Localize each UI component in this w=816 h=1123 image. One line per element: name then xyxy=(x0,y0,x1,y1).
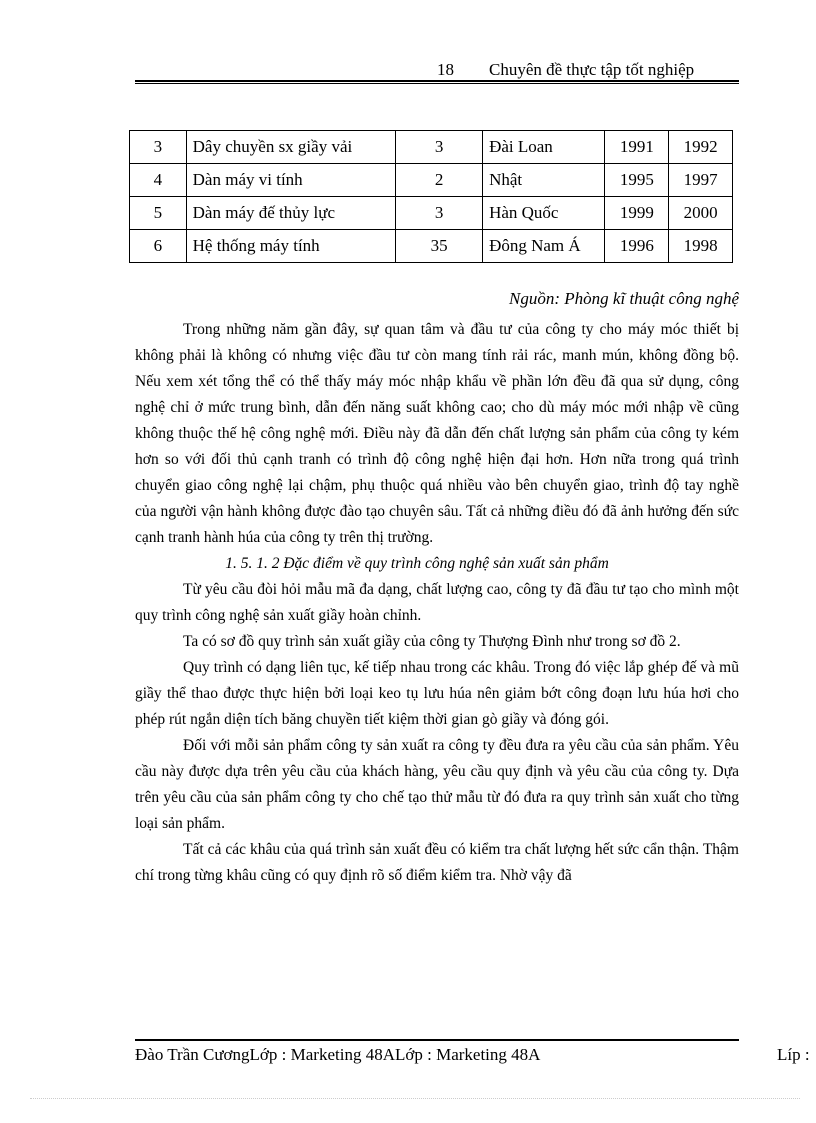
footer-author: Đào Trần CươngLớp : Marketing 48ALớp : Marketing 48A xyxy=(135,1045,541,1064)
table-cell-year-used: 2000 xyxy=(669,197,733,230)
table-cell-quantity: 3 xyxy=(396,197,483,230)
table-row xyxy=(130,131,733,164)
page-bottom-border xyxy=(30,1098,800,1099)
page-number: 18 xyxy=(437,60,454,79)
table-cell-year-made: 1991 xyxy=(605,131,669,164)
table-cell-origin: Hàn Quốc xyxy=(483,197,605,230)
table-cell-index: 5 xyxy=(130,197,187,230)
paragraph: Tất cả các khâu của quá trình sản xuất đều có kiểm tra chất lượng hết sức cẩn thận. Thậm chí trong từng khâu cũng có quy định rõ số điểm kiểm tra. Nhờ vậy đã xyxy=(135,841,739,884)
paragraph: Từ yêu cầu đòi hỏi mẫu mã đa dạng, chất lượng cao, công ty đã đầu tư tạo cho mình một quy trình công nghệ sản xuất giầy hoàn chỉnh. xyxy=(135,581,739,624)
table-cell-index: 6 xyxy=(130,230,187,263)
table-cell-quantity: 35 xyxy=(396,230,483,263)
table-cell-year-used: 1992 xyxy=(669,131,733,164)
table-row xyxy=(130,230,733,263)
table-cell-index: 4 xyxy=(130,164,187,197)
table-cell-quantity: 3 xyxy=(396,131,483,164)
paragraph: Quy trình có dạng liên tục, kế tiếp nhau trong các khâu. Trong đó việc lắp ghép đế và mũ giầy thể thao được thực hiện bởi loại keo tụ lưu húa nên giảm bớt công đoạn lưu húa hơi cho phép rút ngắn diện tích băng chuyền tiết kiệm thời gian gò giầy và đóng gói. xyxy=(135,659,739,728)
table-cell-index: 3 xyxy=(130,131,187,164)
document-title: Chuyên đề thực tập tốt nghiệp xyxy=(489,60,695,79)
table-cell-year-made: 1999 xyxy=(605,197,669,230)
body-text xyxy=(135,317,739,889)
paragraph: Trong những năm gần đây, sự quan tâm và đầu tư của công ty cho máy móc thiết bị không phải là không có nhưng việc đầu tư còn mang tính rải rác, manh mún, không đồng bộ. Nếu xem xét tổng thể có thể thấy máy móc nhập khẩu về phần lớn đều đã qua sử dụng, công nghệ chỉ ở mức trung bình, dẫn đến năng suất không cao; cho dù máy móc mới nhập về cũng không thuộc thế hệ công nghệ mới. Điều này đã dẫn đến chất lượng sản phẩm của công ty kém hơn so với đối thủ cạnh tranh có trình độ công nghệ hiện đại hơn. Hơn nữa trong quá trình chuyển giao công nghệ lại chậm, phụ thuộc quá nhiều vào bên chuyển giao, trình độ tay nghề của người vận hành không được đào tạo chuyên sâu. Tất cả những điều đó đã ảnh hưởng đến sức cạnh tranh hành húa của công ty trên thị trường. xyxy=(135,321,739,546)
table-source-note: Nguồn: Phòng kĩ thuật công nghệ xyxy=(509,289,739,308)
table-cell-origin: Nhật xyxy=(483,164,605,197)
table-row xyxy=(130,164,733,197)
header-divider xyxy=(135,80,739,84)
footer-class: Líp : xyxy=(777,1045,810,1064)
table-cell-equipment: Dàn máy vi tính xyxy=(186,164,395,197)
table-cell-equipment: Hệ thống máy tính xyxy=(186,230,395,263)
table-cell-quantity: 2 xyxy=(396,164,483,197)
table-cell-year-made: 1995 xyxy=(605,164,669,197)
table-cell-equipment: Dàn máy đế thủy lực xyxy=(186,197,395,230)
table-cell-equipment: Dây chuyền sx giầy vải xyxy=(186,131,395,164)
page-header xyxy=(135,58,739,80)
footer-divider xyxy=(135,1039,739,1041)
table-row xyxy=(130,197,733,230)
paragraph: Ta có sơ đồ quy trình sản xuất giầy của công ty Thượng Đình như trong sơ đồ 2. xyxy=(183,633,681,650)
paragraph: Đối với mỗi sản phẩm công ty sản xuất ra công ty đều đưa ra yêu cầu của sản phẩm. Yêu cầu này được dựa trên yêu cầu của khách hàng, yêu cầu quy định và yêu cầu của công ty. Dựa trên yêu cầu của sản phẩm công ty cho chế tạo thử mẫu từ đó đưa ra quy trình sản xuất cho từng loại sản phẩm. xyxy=(135,737,739,832)
section-subheading: 1. 5. 1. 2 Đặc điểm về quy trình công nghệ sản xuất sản phẩm xyxy=(225,555,609,572)
table-cell-origin: Đài Loan xyxy=(483,131,605,164)
table-cell-year-made: 1996 xyxy=(605,230,669,263)
equipment-table xyxy=(129,130,733,263)
table-cell-year-used: 1997 xyxy=(669,164,733,197)
table-cell-origin: Đông Nam Á xyxy=(483,230,605,263)
table-cell-year-used: 1998 xyxy=(669,230,733,263)
